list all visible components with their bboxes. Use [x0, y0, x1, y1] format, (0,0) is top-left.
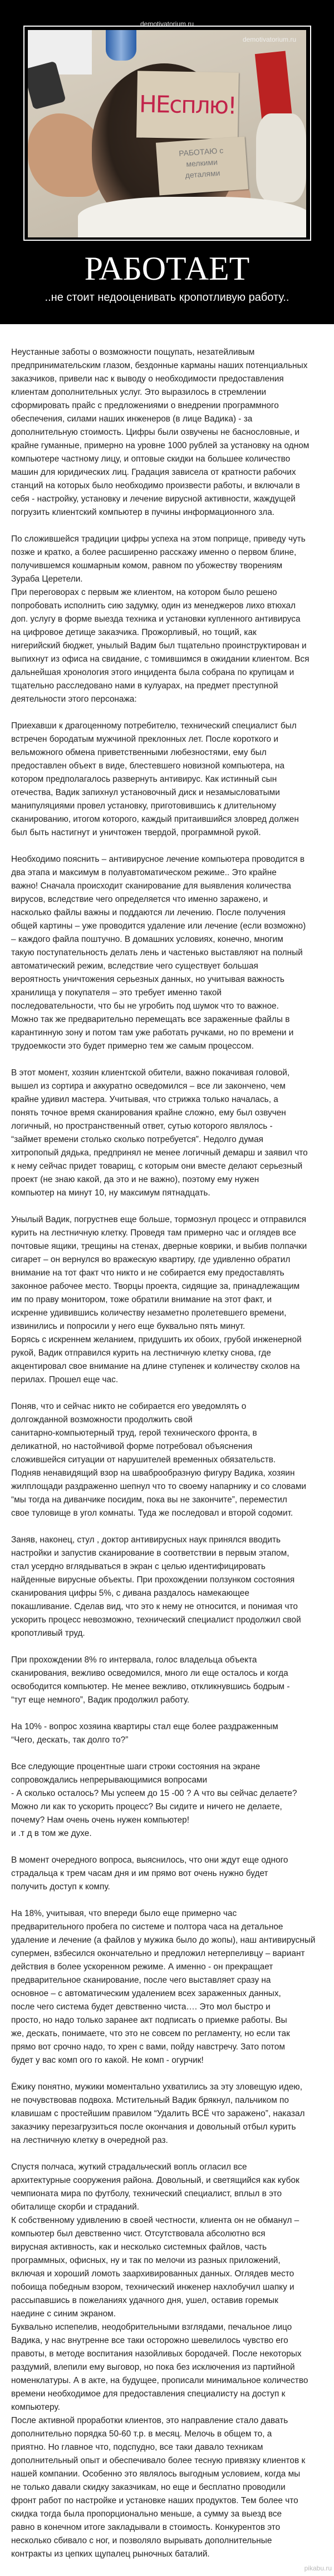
- article-line: освободится компьютер. Не менее вежливо, откликнувшись бодрым -: [11, 1682, 290, 1691]
- article-line: и .т д в том же духе.: [11, 1829, 92, 1838]
- article-line: сопровождались непрерывающимися вопросами: [11, 1775, 208, 1785]
- article-line: “мы тогда на диванчике посидим, пока вы не закончите”, переместил: [11, 1495, 287, 1505]
- article-line: чемпионата мира по футболу, технический специалист, вплыл в это: [11, 2189, 282, 2198]
- article-paragraph: [11, 1533, 328, 1640]
- article-line: Спустя полчаса, жуткий страдальческий вопль огласил все: [11, 2162, 247, 2172]
- article-line: доп. услугу в форме выезда техника и установки купленного антивируса: [11, 614, 301, 624]
- article-line: жилплощади раздраженно шепнул что то своему напарнику и со словами: [11, 1482, 306, 1491]
- article-line: К собственному удивлению в своей честности, клиента он не обманул –: [11, 2216, 299, 2225]
- article-paragraph: [11, 2414, 328, 2561]
- article-line: Ёжику понятно, мужики моментально ухватились за эту зловещую идею,: [11, 2082, 302, 2092]
- article-line: На 18%, учитывая, что впереди было еще примерно час: [11, 1909, 237, 1918]
- article-line: В этот момент, хозяин клиентской обители, важно покачивая головой,: [11, 1068, 290, 1078]
- sign-main: НЕсплю!: [136, 71, 239, 139]
- article-line: Заняв, наконец, стул , доктор антивирусных наук принялся вводить: [11, 1535, 281, 1545]
- article-line: Можно ли как то ускорить процесс? Вы сидите и ничего не делаете,: [11, 1802, 282, 1811]
- article-line: архитектурные сооружения района. Довольный, и светящийся как кубок: [11, 2176, 299, 2185]
- article-line: Подняв ненавидящий взор на шваброобразную фигуру Вадика, хозяин: [11, 1468, 295, 1478]
- article-line: После активной проработки клиентов, это направление стало давать: [11, 2416, 288, 2425]
- article-line: нигерийский бюджет, унылый Вадим был тщательно проинструктирован и: [11, 641, 307, 651]
- article-line: дополнительно порядка 50-60 т.р. в месяц. Мелочь в общем то, а: [11, 2429, 272, 2439]
- article-paragraph: [11, 1213, 328, 1333]
- article-line: деятельности этого персонажа:: [11, 694, 137, 704]
- article-paragraph: [11, 2161, 328, 2414]
- article-line: - А сколько осталось? Мы успеем до 15 -00 ? А что вы сейчас делаете?: [11, 1789, 297, 1798]
- sign-line: мелкими: [185, 157, 218, 168]
- article-line: При переговорах с первым же клиентом, на котором было решено: [11, 588, 277, 597]
- article-line: Приехавши к драгоценному потребителю, технический специалист был: [11, 721, 297, 731]
- article-line: стал усердно вглядываться в экран с целью идентифицировать: [11, 1562, 266, 1571]
- article-line: трудоемкости это будет примерно тем же самым процессом.: [11, 1041, 254, 1051]
- article-line: Зураба Церетели.: [11, 574, 83, 584]
- article-line: на цифровое детище заказчика. Прожорливый, но тощий, как: [11, 628, 257, 637]
- article-line: попробовать исполнить сию задумку, один из менеджеров лихо втюхал: [11, 601, 296, 611]
- article-body: [11, 346, 328, 2561]
- article-line: страдальца к трем часам дня и им прямо вот очень нужно будет: [11, 1869, 268, 1878]
- article-paragraph: [11, 1907, 328, 2067]
- article-line: клиентам дополнительных услуг. Это выразилось в стремлении: [11, 388, 267, 397]
- article-line: сложившейся ситуации от нарушителей временных обязательств.: [11, 1455, 276, 1465]
- article-line: правоты, в методе воспитания назойливых бородачей. После некоторых: [11, 2349, 302, 2359]
- article-line: понять точное время сканирования крайне сложно, ему был озвучен: [11, 1108, 286, 1118]
- photo-sleeve: [256, 113, 306, 202]
- article-paragraph: [11, 1654, 328, 1707]
- article-line: проект (не знаю какой, да это и не важно), поэтому ему нужен: [11, 1175, 259, 1184]
- article-line: Неустанные заботы о возможности пощупать, незатейливым: [11, 348, 255, 357]
- article-line: просто, но надо только заранее акт подписать о приемке работы. Вы: [11, 2016, 287, 2025]
- article-line: деликатной, но настойчивой форме потребовал объяснения: [11, 1442, 253, 1451]
- article-line: контракты из цепких щупалец рыночных баталий.: [11, 2549, 210, 2559]
- poster-photo: [28, 30, 306, 237]
- article-line: В момент очередного вопроса, выяснилось, что они ждут еще одного: [11, 1855, 288, 1865]
- article-line: вельможного обмена приветственными любезностями, ему был: [11, 748, 267, 757]
- article-line: клавишам с простейшим правилом “Удалить ВСЁ что заражено”, наказал: [11, 2109, 305, 2118]
- article-line: включая и хороший ломоть заархивированных данных. Оглядев место: [11, 2269, 294, 2279]
- article-line: логичный, но пространственный ответ, сутью которого являлось -: [11, 1121, 273, 1131]
- article-line: Буквально испепелив, неодобрительными взглядами, печальное лицо: [11, 2322, 292, 2332]
- article-paragraph: [11, 1333, 328, 1387]
- article-line: найденные вирусные объекты. При прохождении ползунком состояния: [11, 1575, 295, 1585]
- article-line: Поняв, что и сейчас никто не собирается его уведомлять о: [11, 1402, 247, 1411]
- article-paragraph: [11, 853, 328, 1053]
- article-line: Все следующие процентные шаги строки состояния на экране: [11, 1762, 261, 1771]
- article-line: наедине с синим экраном.: [11, 2309, 116, 2319]
- sign-line: деталями: [185, 168, 220, 180]
- article-line: не только давали скидку заказчикам, но еще и бесплатно проводили: [11, 2483, 286, 2492]
- article-line: крайне удивил мастера. Учитывая, что стрижка только началась, а: [11, 1095, 278, 1104]
- article-line: вирусная активность, как и несколько системных файлов, часть: [11, 2242, 267, 2252]
- article-line: заказчиков, привели нас к выводу о необходимости предоставления: [11, 374, 284, 384]
- article-line: перилах. Прошел еще час.: [11, 1375, 119, 1384]
- article-line: несколько сбивало с ног, и позволяло вырывать дополнительные: [11, 2536, 272, 2545]
- article-line: вышел из сортира и аккуратно осведомился – все ли закончено, чем: [11, 1081, 286, 1091]
- article-line: получившемся кошмарным комом, равном по убожеству творениям: [11, 561, 283, 570]
- article-line: предварительного пробега по системе и полтора часа на детальное: [11, 1922, 283, 1932]
- article-paragraph: [11, 1400, 328, 1520]
- article-line: рукой, Вадик отправился курить на лестничную клетку снова, где: [11, 1348, 271, 1358]
- article-line: акцентировал свое внимание на длине ступенек и количеству сколов на: [11, 1362, 300, 1371]
- article-line: встречен бородатым мужчиной преклонных лет. После короткого и: [11, 734, 278, 744]
- article-line: отечества, Вадик запихнул установочный диск и незамысловатыми: [11, 788, 280, 797]
- article-line: извинились и попросили у него еще буквально пять минут.: [11, 1322, 245, 1331]
- article-paragraph: [11, 719, 328, 840]
- article-line: сформировать прайс с предложениями о внедрении программного: [11, 401, 279, 410]
- article-line: был быть настигнут и уничтожен твердой, программной рукой.: [11, 828, 261, 837]
- article-line: свое туловище в угол комнаты. Туда же последовал и второй содомит.: [11, 1508, 293, 1518]
- article-line: кропотливый труд.: [11, 1629, 85, 1638]
- article-line: Борясь с искреннем желанием, придушить их обоих, грубой инженерной: [11, 1335, 302, 1344]
- article-line: сканированию, итогом которого, каждый притаившийся зловред должен: [11, 815, 299, 824]
- article-line: последовательности, что бы не угробить под шумок что то важное.: [11, 1001, 279, 1011]
- article-line: искренне удивившись количеству незаметно пролетевшего времени,: [11, 1308, 287, 1318]
- article-line: почтовые ящики, трещины на стенах, дверные коврики, и выбив полпачки: [11, 1242, 307, 1251]
- article-line: По сложившейся традиции цифры успеха на этом поприще, приведу чуть: [11, 534, 306, 544]
- photo-shirt: [78, 197, 306, 237]
- photo-corner-mark: Fishki.net: [284, 231, 304, 236]
- article-line: Необходимо пояснить – антивирусное лечение компьютера проводится в: [11, 855, 305, 864]
- article-line: к нему сейчас придет товарищ, с которым они вместе делают серьезный: [11, 1162, 303, 1171]
- article-paragraph: [11, 533, 328, 586]
- article-paragraph: [11, 1760, 328, 1840]
- article-line: Унылый Вадик, погрустнев еще больше, тормознул процесс и отправился: [11, 1215, 307, 1224]
- article-line: супермен, взбесился окончательно и предложил нетерпеливцу – вариант: [11, 1949, 305, 1958]
- article-line: себя - настройку, установку и лечение вирусной активности, жаждущей: [11, 494, 296, 504]
- article-line: курить на лестничную клетку. Проведя там примерно час и оглядев все: [11, 1228, 296, 1238]
- article-line: времени необходимое для предоставления специалисту на доступ к: [11, 2389, 286, 2399]
- article-line: “тут еще немного”, Вадик продолжил работу.: [11, 1695, 190, 1705]
- article-line: станций на которых было необходимо произвести работы, и включали в: [11, 481, 300, 490]
- article-line: программных, офисных, ну и так по мелочи из разных приложений,: [11, 2256, 281, 2265]
- article-line: Можно так же предварительно перемещать все зараженные файлы в: [11, 1015, 290, 1024]
- article-line: общей картины – уже проводится удаление или лечение (если возможно): [11, 921, 306, 931]
- article-line: настройки и запустив сканирование в соответствии в первым этапом,: [11, 1548, 289, 1558]
- article-line: получить доступ к компу.: [11, 1882, 110, 1892]
- article-line: Вадика, у нас внутренне все таки осторожно шевелилось чувство его: [11, 2336, 288, 2345]
- demotivator-poster: [0, 0, 334, 324]
- article-line: манипуляциями провел установку, приготовившись к длительному: [11, 801, 277, 811]
- article-line: насколько файлы важны и поддаются ли лечению. После получения: [11, 908, 286, 917]
- article-line: обеспечения, силами наших инженеров (в лице Вадика) - за: [11, 414, 253, 424]
- article-line: компьютеру.: [11, 2403, 60, 2412]
- article-line: на лестничную клетку в очередной раз.: [11, 2136, 168, 2145]
- article-line: скидка тогда была пропорционально меньше, а сумму за выезд все: [11, 2509, 282, 2519]
- photo-watermark: demotivatorium.ru: [242, 36, 296, 43]
- article-line: приятно. Но главное что, подспудно, все таки давало техникам: [11, 2443, 263, 2452]
- article-line: действия в более ускоренном режиме. А именно - он прекращает: [11, 1962, 273, 1972]
- article-line: не почувствовав подвоха. Мстительный Вадик брякнул, пальчиком по: [11, 2096, 289, 2105]
- article-line: номенклатуры. А в акте, на будущее, прописали минимальное количество: [11, 2376, 308, 2385]
- article-line: компьютере частному лицу, и оптовые скидки на большее количество: [11, 454, 291, 464]
- article-line: удаление и лечение (а файлов у мужика было до жопы), наш антивирусный: [11, 1935, 316, 1945]
- pikabu-watermark: pikabu.ru: [304, 2564, 332, 2572]
- article-line: хранилища у покупателя – это требует именно такой: [11, 988, 222, 997]
- article-paragraph: [11, 346, 328, 519]
- article-line: На 10% - вопрос хозяина квартиры стал еще более раздраженным: [11, 1722, 278, 1731]
- poster-title: РАБОТАЕТ: [84, 250, 250, 287]
- article-line: вероятность уничтожения серьезных данных, но учитывая важность: [11, 975, 284, 984]
- article-paragraph: [11, 586, 328, 706]
- article-line: же, дескать, понимаете, что это не совсем по регламенту, но если так: [11, 2029, 290, 2038]
- article-line: крайне гуманные, примерно на уровне 1000 рублей за установку на одном: [11, 441, 310, 450]
- article-line: автоматический режим, вследствие чего существует большая: [11, 961, 258, 971]
- sign-secondary: [156, 137, 248, 196]
- article-line: два этапа и максимум в полуавтоматическом режиме.. Это крайне: [11, 868, 277, 877]
- article-line: “Чего, дескать, так долго то?”: [11, 1735, 129, 1745]
- article-line: выпихнут из офиса на свидание, с томившимся в ожидании клиентом. Вся: [11, 654, 310, 664]
- article-line: долгожданной возможности продолжить свой: [11, 1415, 193, 1425]
- article-line: хитропопый дядька, предпринял не менее логичный демарш и заявил что: [11, 1148, 308, 1158]
- article-line: компьютер был девственно чист. Отсутствовала абсолютно вся: [11, 2229, 266, 2239]
- article-line: позже и кратко, а более расширенно расскажу именно о первом блине,: [11, 548, 297, 557]
- article-line: дальнейшая хронология этого инцидента была собрана по крупицам и: [11, 668, 294, 677]
- article-line: внимание на тот факт что никто и не собирается ему предоставлять: [11, 1268, 284, 1278]
- article-line: основное – с автоматическим удалением всех зараженных данных,: [11, 1989, 281, 1998]
- article-line: тщательно расследовано нами в кулуарах, на предмет преступной: [11, 681, 278, 691]
- article-line: равно в конечном итоге закладывали в стоимость. Конкурентов это: [11, 2523, 281, 2532]
- article-paragraph: [11, 1066, 328, 1200]
- article-line: сканирования, вежливо осведомился, много ли еще осталось и когда: [11, 1669, 288, 1678]
- article-line: машин для юридических лиц. Градация зависела от кратности рабочих: [11, 468, 296, 477]
- photo-bottle: [106, 30, 136, 61]
- article-line: важно! Сначала происходит сканирование для выявления количества: [11, 881, 291, 891]
- article-line: почему? Нам очень очень нужен компьютер!: [11, 1815, 190, 1825]
- article-line: прямо вот срочно надо, то хрен с вами, пойду навстречу. Зато потом: [11, 2042, 285, 2052]
- article-line: дополнительную стоимость. Цифры были озвучены не баснословные, и: [11, 428, 299, 437]
- article-line: предпринимательским глазом, бездонные карманы наших потенциальных: [11, 361, 308, 370]
- article-line: предоставлен объект в виде, блестевшего новизной компьютера, на: [11, 761, 285, 771]
- sign-line: РАБОТАЮ с: [178, 146, 224, 158]
- poster-subtitle: ..не стоит недооценивать кропотливую работу..: [45, 291, 289, 304]
- article-line: заказчику перезагрузиться после окончания и довольный отбыл курить: [11, 2122, 296, 2132]
- article-line: карантинную зону и потом там уже работать ручками, но по времени и: [11, 1028, 294, 1038]
- site-watermark-text: demotivatorium.ru: [137, 20, 197, 28]
- article-line: дополнительный опыт и обеспечивало более тесную привязку клиентов к: [11, 2456, 306, 2465]
- article-line: погрузить клиентский компьютер в пучины информационного зла.: [11, 508, 275, 517]
- article-paragraph: [11, 2081, 328, 2147]
- article-line: покашливание. Сделав вид, что это к нему не относится, и понимая что: [11, 1602, 298, 1611]
- article-line: сигарет – он вернулся во вражескую квартиру, где удивленно обратил: [11, 1255, 291, 1264]
- article-line: сканирования цифры 5%, с дивана раздалось намекающее: [11, 1589, 249, 1598]
- article-line: При прохождении 8% го интервала, голос владельца объекта: [11, 1655, 257, 1665]
- article-line: компьютер на минут 10, ну максимум пятнадцать.: [11, 1188, 210, 1198]
- article-line: будет у вас комп ого го какой. Не комп - огурчик!: [11, 2056, 204, 2065]
- article-line: “займет времени столько сколько потребуется”. Недолго думая: [11, 1135, 263, 1144]
- article-line: нашей компании. Особенно это являлось выгодным условием, когда мы: [11, 2469, 301, 2479]
- article-paragraph: [11, 1854, 328, 1894]
- article-line: котором предполагалось развернуть антивирус. Как истинный сын: [11, 775, 277, 784]
- article-line: побоища победным взором, технический инженер нахлобучил шапку и: [11, 2282, 294, 2292]
- article-line: после чего система будет девственно чиста…. Это мол быстро и: [11, 2002, 271, 2012]
- article-paragraph: [11, 1720, 328, 1747]
- article-line: такую поступательность делать лень и частенько выставляют на полный: [11, 948, 303, 957]
- article-line: им по праву монитором, тоже обратили внимание на этот факт, и: [11, 1295, 272, 1304]
- article-line: предварительное сканирование, после чего выставляет сразу на: [11, 1976, 271, 1985]
- article-line: раздумий, влепили ему выговор, но пока без исключения из партийной: [11, 2362, 295, 2372]
- article-line: ускорить процесс невозможно, технический специалист продолжил свой: [11, 1615, 301, 1625]
- article-line: рассыпавшись в пожеланиях удачного дня, ушел, оставив горемык: [11, 2296, 278, 2305]
- article-line: – каждого файла поштучно. В домашних условиях, конечно, многим: [11, 935, 283, 944]
- article-line: вирусов, вследствие чего определяется что именно заражено, и: [11, 895, 268, 904]
- article-line: обиталище скорби и страданий.: [11, 2202, 139, 2212]
- article-line: санитарно-компьютерный труд, герой технического фронта, в: [11, 1428, 257, 1438]
- article-line: фронт работ по настройке и установке наших продуктов. Тем более что: [11, 2496, 298, 2505]
- article-line: законное рабочее место. Творцы проекта, сидящие за, принадлежащим: [11, 1282, 300, 1291]
